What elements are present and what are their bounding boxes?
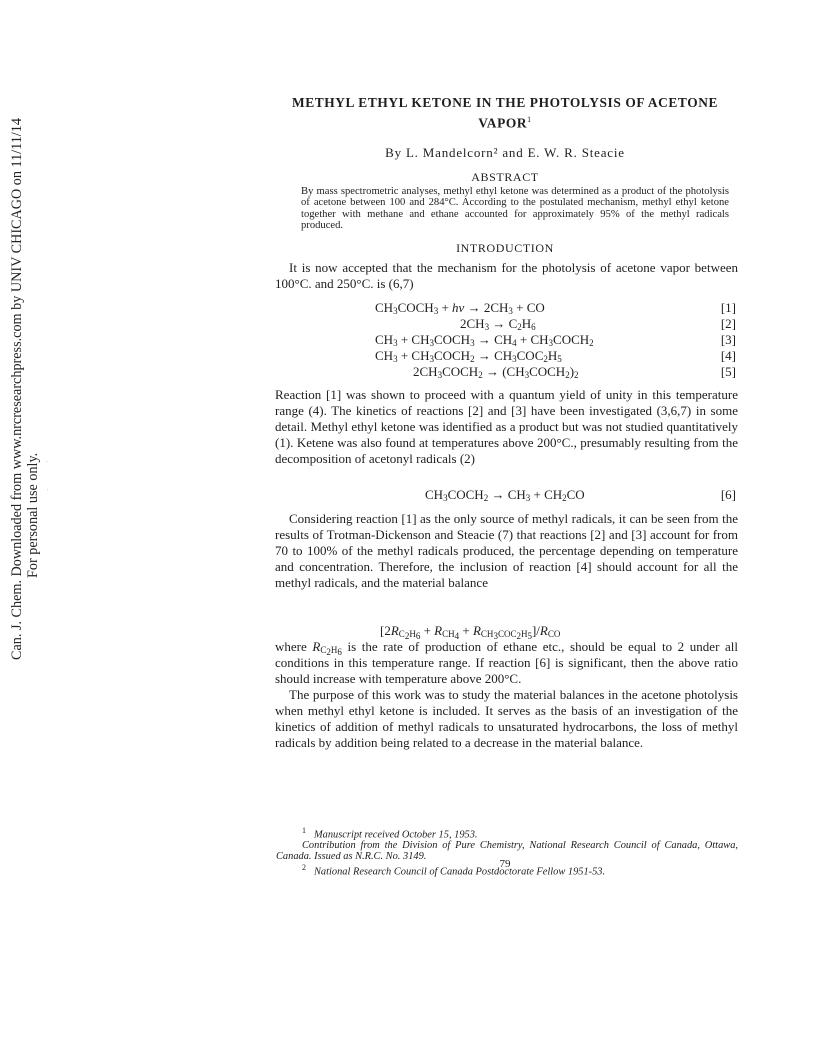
scan-speck: ˙ — [45, 460, 49, 471]
footnote-1-line-1: $^1$ Manuscript received October 15, 1953. — [302, 826, 478, 841]
download-watermark — [9, 60, 41, 660]
intro-paragraph-1: It is now accepted that the mechanism for the photolysis of acetone vapor between 100°C. and 250°C. is (6,7) — [275, 260, 738, 291]
watermark-line-1: Can. J. Chem. Downloaded from www.nrcresearchpress.com by UNIV CHICAGO on 11/11/14 — [9, 118, 25, 660]
equation-4: $CH_3$ + $CH_3COCH_2 \to CH_3COC_2H_5$ [4] — [375, 348, 736, 364]
scan-speck: ˌ — [46, 480, 50, 491]
intro-paragraph-2: Reaction [1] was shown to proceed with a quantum yield of unity in this temperature range (4). The kinetics of reactions [2] and [3] have been investigated (3,6,7) in some detail. Methyl ethyl ketone was identified as a product but was not studied quantitatively (1). Ketene was also found at temperatures above 200°C., presumably resulting from the decomposition of acetonyl radicals (2) — [275, 387, 738, 466]
abstract-heading: ABSTRACT — [471, 170, 539, 184]
equation-5: $2CH_3COCH_2$ → $(CH_3COCH_2)_2$ [5] — [413, 364, 736, 380]
intro-paragraph-5: The purpose of this work was to study the material balances in the acetone photolysis when methyl ethyl ketone is included. It serves as the basis of an investigation of the kinetics of addition of methyl radicals to unsaturated hydrocarbons, the loss of methyl radicals by addition being related to a decrease in the material balance. — [275, 687, 738, 750]
material-balance-expression: $[2R_{C_2H_6} + R_{CH_4} + R_{CH_3COC_2H_5}]/R_{CO}$ — [380, 623, 561, 641]
title-line-2: VAPOR$^1$ — [478, 115, 532, 131]
equation-3: $CH_3$ + $CH_3COCH_3 \to CH_4$ + $CH_3COCH_2$ [3] — [375, 332, 736, 348]
footnote-1-line-2: Contribution from the Division of Pure Chemistry, National Research Council of Canada, Ottawa, Canada. Issued as N.R.C. No. 3149. — [276, 840, 738, 863]
watermark-line-2: For personal use only. — [24, 452, 41, 578]
equation-6: $CH_3COCH_2 \to CH_3 + CH_2CO$ [6] — [425, 487, 736, 503]
author-line: By L. Mandelcorn² and E. W. R. Steacie — [385, 145, 625, 160]
equation-number: [2] — [720, 316, 736, 331]
page-number: 79 — [499, 858, 511, 870]
footnote-2: $^2$ National Research Council of Canada Postdoctorate Fellow 1951-53. — [302, 863, 606, 878]
paper-title — [270, 94, 740, 131]
title-line-1: METHYL ETHYL KETONE IN THE PHOTOLYSIS OF ACETONE — [291, 95, 719, 110]
abstract-text: By mass spectrometric analyses, methyl ethyl ketone was determined as a product of the photolysis of acetone between 100 and 284°C. According to the postulated mechanism, methyl ethyl ketone together with methane and ethane accounted for approximately 95% of the methyl radicals produced. — [301, 186, 729, 232]
intro-paragraph-3: Considering reaction [1] as the only source of methyl radicals, it can be seen from the results of Trotman-Dickenson and Steacie (7) that reactions [2] and [3] account for from 70 to 100% of the methyl radicals produced, the percentage depending on temperature and concentration. Therefore, the inclusion of reaction [4] should account for all the methyl radicals, and the material balance — [275, 511, 738, 590]
equation-1: $CH_3COCH_3 + h\nu \to 2CH_3$ + CO [1] — [375, 300, 736, 316]
equation-number: [6] — [720, 487, 736, 502]
equation-number: [3] — [720, 332, 736, 347]
introduction-heading: INTRODUCTION — [456, 241, 554, 255]
intro-paragraph-4: where $R_{C_2H_6}$ is the rate of production of ethane etc., should be equal to 2 under all conditions in this temperature range. If reaction [6] is significant, then the above ratio should increase with temperature above 200°C. — [275, 639, 739, 686]
equation-number: [5] — [720, 364, 736, 379]
equation-number: [4] — [720, 348, 736, 363]
equation-2: $2CH_3 \to C_2H_6$ [2] — [460, 316, 736, 332]
equation-number: [1] — [720, 300, 736, 315]
